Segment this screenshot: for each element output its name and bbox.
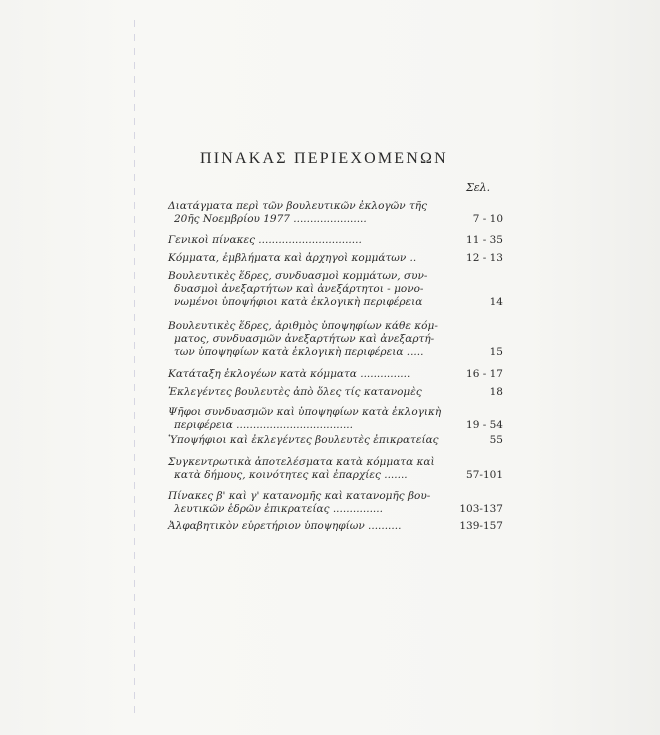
toc-entry [168, 406, 503, 432]
toc-entry [168, 456, 503, 482]
page-title: ΠΙΝΑΚΑΣ ΠΕΡΙΕΧΟΜΕΝΩΝ [200, 150, 448, 167]
toc-entry-line: νωμένοι ὑποψήφιοι κατὰ ἐκλογικὴ περιφέρεια [174, 296, 423, 308]
toc-entry-line: Διατάγματα περὶ τῶν βουλευτικῶν ἐκλογῶν τῆς [168, 200, 427, 212]
toc-entry-text [168, 520, 436, 533]
toc-entry-text [168, 368, 436, 381]
toc-entry-line: Βουλευτικὲς ἕδρες, συνδυασμοὶ κομμάτων, συν- [168, 270, 428, 282]
toc-entry-line: Βουλευτικὲς ἕδρες, ἀριθμὸς ὑποψηφίων κάθε κόμ- [168, 320, 438, 332]
toc-entry-page: 15 [489, 346, 503, 358]
toc-entry-line: Συγκεντρωτικὰ ἀποτελέσματα κατὰ κόμματα καὶ [168, 456, 435, 468]
toc-entry-text [168, 270, 436, 309]
toc-entry-page: 18 [489, 386, 503, 398]
toc-entry-line: δυασμοὶ ἀνεξαρτήτων καὶ ἀνεξάρτητοι - μονο- [174, 283, 424, 295]
toc-entry-line: των ὑποψηφίων κατὰ ἐκλογικὴ περιφέρεια ..... [174, 346, 424, 358]
toc-entry [168, 200, 503, 226]
toc-entry [168, 490, 503, 516]
toc-entry [168, 320, 503, 359]
toc-entry-line: Γενικοὶ πίνακες ............................... [168, 234, 362, 246]
toc-entry [168, 270, 503, 309]
toc-entry-line: Ἐκλεγέντες βουλευτὲς ἀπὸ ὅλες τίς κατανομὲς [168, 386, 422, 398]
toc-entry-page: 11 - 35 [466, 234, 503, 246]
toc-entry-line: Κατάταξη ἐκλογέων κατὰ κόμματα ............... [168, 368, 411, 380]
toc-entry-page: 103-137 [459, 503, 503, 515]
toc-entry [168, 520, 503, 533]
toc-entry-line: ματος, συνδυασμῶν ἀνεξαρτήτων καὶ ἀνεξαρτή- [174, 333, 435, 345]
toc-entry-text [168, 252, 436, 265]
toc-entry-line: Ψῆφοι συνδυασμῶν καὶ ὑποψηφίων κατὰ ἐκλογικὴ [168, 406, 442, 418]
toc-entry-line: κατὰ δήμους, κοινότητες καὶ ἐπαρχίες ....... [174, 469, 408, 481]
toc-entry [168, 434, 503, 447]
toc-entry [168, 386, 503, 399]
toc-entry-text [168, 320, 436, 359]
toc-entry-line: λευτικῶν ἑδρῶν ἐπικρατείας ............... [174, 503, 383, 515]
toc-entry-line: Κόμματα, ἐμβλήματα καὶ ἀρχηγοὶ κομμάτων .. [168, 252, 417, 264]
toc-entry [168, 234, 503, 247]
toc-entry-page: 14 [489, 296, 503, 308]
toc-entry-page: 7 - 10 [472, 213, 503, 225]
toc-entry-line: Ἀλφαβητικὸν εὑρετήριον ὑποψηφίων .......... [168, 520, 402, 532]
toc-entry [168, 368, 503, 381]
toc-entry-page: 139-157 [459, 520, 503, 532]
toc-entry-line: περιφέρεια ................................... [174, 419, 353, 431]
toc-entry-page: 12 - 13 [466, 252, 503, 264]
toc-entry-page: 19 - 54 [466, 419, 503, 431]
toc-entry-text [168, 490, 436, 516]
toc-entry-text [168, 456, 436, 482]
toc-entry-page: 16 - 17 [466, 368, 503, 380]
toc-entry-text [168, 386, 436, 399]
toc-entry-line: 20ῆς Νοεμβρίου 1977 ...................... [174, 213, 367, 225]
toc-entry [168, 252, 503, 265]
toc-entry-text [168, 200, 436, 226]
toc-entry-line: Πίνακες β' καὶ γ' κατανομῆς καὶ κατανομῆς βου- [168, 490, 431, 502]
margin-line [134, 20, 135, 720]
toc-entry-text [168, 434, 439, 447]
toc-entry-page: 57-101 [466, 469, 503, 481]
toc-entry-text [168, 406, 442, 432]
page-column-header: Σελ. [466, 181, 491, 194]
toc-entry-text [168, 234, 436, 247]
toc-entry-line: Ὑποψήφιοι καὶ ἐκλεγέντες βουλευτὲς ἐπικρατείας [168, 434, 439, 446]
toc-entry-page: 55 [489, 434, 503, 446]
